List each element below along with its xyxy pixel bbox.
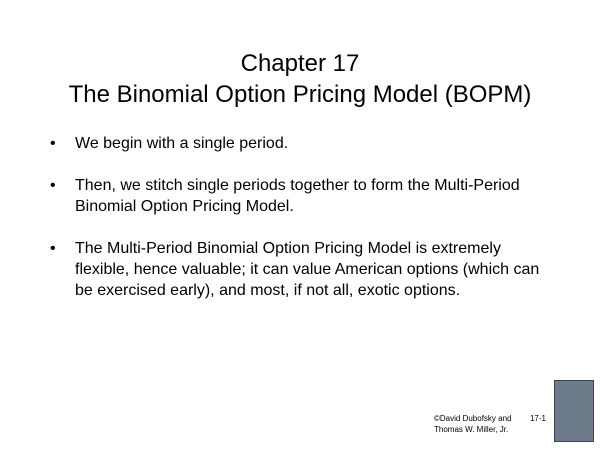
bullet-item <box>50 133 550 154</box>
bullet-text: The Multi-Period Binomial Option Pricing Model is extremely flexible, hence valuable; it can value American options (which can be exercised early), and most, if not all, exotic options. <box>75 240 540 299</box>
bullet-item <box>50 175 550 217</box>
slide-footer <box>434 413 546 435</box>
title-line-1: Chapter 17 <box>240 50 360 77</box>
bullet-icon: • <box>50 240 56 257</box>
footer-author-line-1: ©David Dubofsky and <box>434 414 512 423</box>
bullet-list <box>50 133 550 322</box>
bullet-item <box>50 238 550 301</box>
page-number: 17-1 <box>529 414 546 423</box>
bullet-icon: • <box>50 177 56 194</box>
bullet-text: Then, we stitch single periods together to form the Multi-Period Binomial Option Pricing Model. <box>75 177 520 215</box>
slide-title <box>20 48 580 110</box>
book-cover-image <box>554 380 594 442</box>
footer-author-line-2: Thomas W. Miller, Jr. <box>434 425 509 434</box>
bullet-icon: • <box>50 135 56 152</box>
bullet-text: We begin with a single period. <box>75 135 289 152</box>
title-line-2: The Binomial Option Pricing Model (BOPM) <box>68 81 532 108</box>
